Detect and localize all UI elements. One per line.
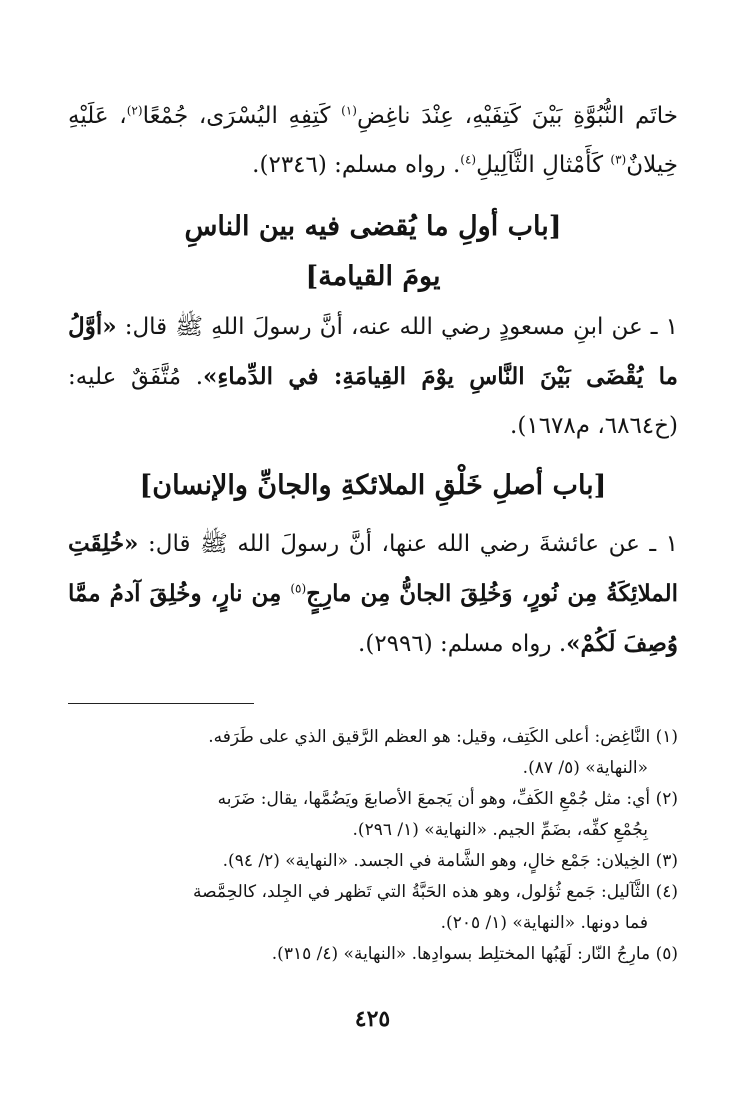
footnote-3 <box>68 846 678 877</box>
hadith-2-source: . رواه مسلم: (٢٩٩٦). <box>358 631 567 657</box>
footnote-ref-1[interactable]: (١) <box>341 103 357 118</box>
hadith-1-source: . مُتَّفَقٌ عليه: (خ٦٨٦٤، م١٦٧٨). <box>68 364 678 439</box>
hadith-1-intro: ١ ـ عن ابنِ مسعودٍ رضي الله عنه، أنَّ رسولَ اللهِ ﷺ قال: <box>116 314 678 340</box>
intro-text-b: كَتِفِهِ اليُسْرَى، جُمْعًا <box>142 103 342 129</box>
footnote-divider <box>68 703 254 704</box>
footnote-text: الثَّآليل: جَمع ثُؤلول، وهو هذه الحَبَّةُ التي تَظهر في الجِلد، كالحِمَّصة <box>193 882 651 902</box>
footnote-text: أي: مثل جُمْعِ الكَفِّ، وهو أن يَجمعَ الأصابعَ ويَضُمَّها، يقال: ضَرَبه <box>217 789 651 809</box>
footnotes <box>68 722 678 970</box>
footnote-number: (٥) <box>655 944 678 964</box>
footnote-text: الخِيلان: جَمْع خالٍ، وهو الشَّامة في الجسد. «النهاية» (٢/ ٩٤). <box>222 851 651 871</box>
footnote-continuation: فما دونها. «النهاية» (١/ ٢٠٥). <box>440 913 648 933</box>
chapter-heading-1-line1: [باب أولِ ما يُقضى فيه بين الناسِ <box>184 211 562 242</box>
footnote-number: (٣) <box>655 851 678 871</box>
intro-paragraph <box>68 92 678 190</box>
footnote-ref-2[interactable]: (٢) <box>126 103 143 118</box>
hadith-2 <box>68 519 678 669</box>
footnote-continuation: «النهاية» (٥/ ٨٧). <box>522 758 648 778</box>
footnote-text: مارِجُ النّار: لَهَبُها المختلِط بسوادِها. «النهاية» (٤/ ٣١٥). <box>271 944 651 964</box>
footnote-1 <box>68 722 678 784</box>
footnote-ref-5[interactable]: (٥) <box>290 581 307 596</box>
chapter-heading-2 <box>68 461 678 511</box>
hadith-2-text-b: مِن نارٍ، وخُلِقَ آدمُ ممَّا وُصِفَ لَكُمْ» <box>68 580 678 657</box>
hadith-1-text: «أوَّلُ ما يُقْضَى بَيْنَ النَّاسِ يوْمَ القِيامَةِ: في الدِّماءِ» <box>68 313 678 390</box>
footnote-4 <box>68 877 678 939</box>
footnote-continuation: بِجُمْعِ كفِّه، بضَمِّ الجيم. «النهاية» (١/ ٢٩٦). <box>352 820 648 840</box>
footnote-number: (١) <box>655 727 678 747</box>
footnote-2 <box>68 784 678 846</box>
footnote-number: (٢) <box>655 789 678 809</box>
footnote-text: النَّاغِض: أعلى الكَتِف، وقيل: هو العظم الرَّقيق الذي على طَرَفه. <box>208 727 651 747</box>
page-number: ٤٢٥ <box>354 1006 391 1032</box>
footnote-number: (٤) <box>655 882 678 902</box>
intro-text-d: كَأَمْثالِ الثَّآلِيلِ <box>476 152 611 178</box>
chapter-heading-1-line2: يومَ القيامة] <box>305 261 441 292</box>
chapter-heading-1 <box>68 202 678 302</box>
hadith-2-intro: ١ ـ عن عائشةَ رضي الله عنها، أنَّ رسولَ الله ﷺ قال: <box>138 531 678 557</box>
footnote-ref-4[interactable]: (٤) <box>460 152 477 167</box>
hadith-1 <box>68 302 678 451</box>
intro-text: خاتَم النُّبُوَّةِ بَيْنَ كَتِفَيْهِ، عِنْدَ ناغِضِ <box>356 103 678 129</box>
footnote-ref-3[interactable]: (٣) <box>610 152 627 167</box>
chapter-heading-2-text: [باب أصلِ خَلْقِ الملائكةِ والجانِّ والإنسان] <box>139 470 607 501</box>
main-text <box>68 92 678 669</box>
hadith-2-text-a: «خُلِقَتِ الملائِكَةُ مِن نُورٍ، وَخُلِقَ الجانُّ مِن مارِجٍ <box>68 530 678 607</box>
intro-text-c: ، عَلَيْهِ خِيلانٌ <box>68 103 678 178</box>
intro-source: . رواه مسلم: (٢٣٤٦). <box>252 152 461 178</box>
footnote-5 <box>68 939 678 970</box>
